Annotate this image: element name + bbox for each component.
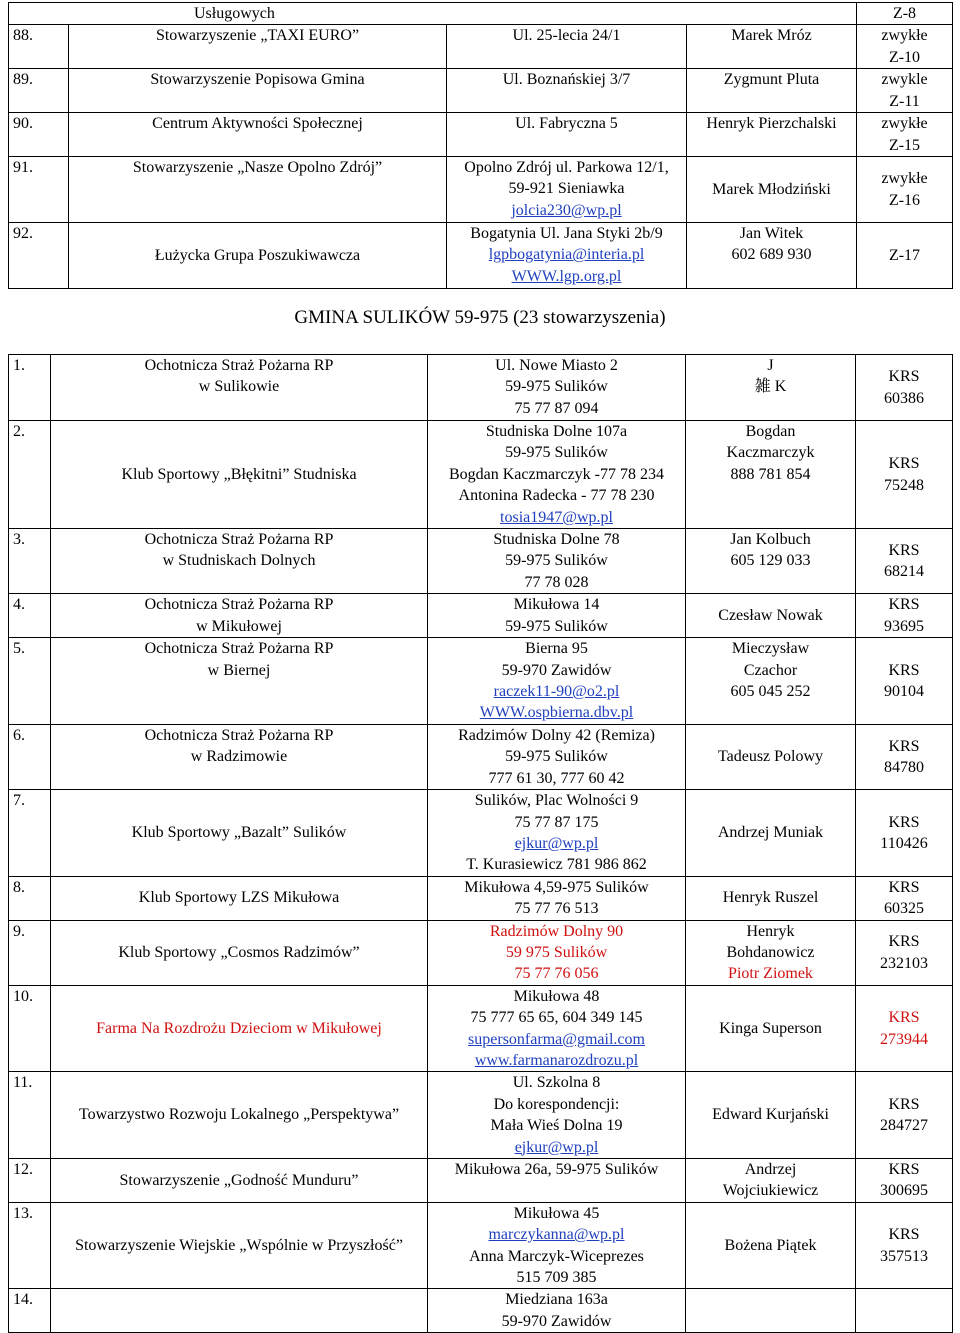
table-row — [9, 3, 953, 25]
status-type: zwykle — [881, 71, 928, 89]
person-line: Bogdan — [745, 423, 796, 440]
krs-number — [856, 920, 953, 985]
krs-number — [856, 638, 953, 725]
org-address — [428, 1072, 686, 1159]
org-address — [428, 920, 686, 985]
krs-line: KRS — [888, 1161, 920, 1178]
org-address — [447, 157, 687, 223]
krs-line: 93695 — [884, 617, 924, 635]
person-line: Mieczysław — [731, 640, 810, 658]
organizations-table — [8, 354, 953, 1333]
org-name — [51, 421, 428, 529]
address-line: Ul. Szkolna 8 — [512, 1074, 601, 1092]
table-row — [9, 1289, 953, 1333]
person-line: Czachor — [743, 661, 798, 679]
row-number: 8. — [9, 876, 51, 920]
org-address: Ul. Boznańskiej 3/7 — [447, 69, 687, 113]
email-link[interactable]: ejkur@wp.pl — [514, 1138, 599, 1156]
org-status — [857, 113, 953, 157]
row-number: 89. — [9, 69, 69, 113]
org-person — [686, 1159, 856, 1203]
krs-number — [856, 594, 953, 638]
person-line: Piotr Ziomek — [728, 965, 813, 983]
row-number: 3. — [9, 529, 51, 594]
org-name-line: Klub Sportowy „Bazalt” Sulików — [131, 824, 347, 842]
org-address — [428, 1159, 686, 1203]
org-address — [428, 1202, 686, 1289]
table-row — [9, 529, 953, 594]
person-line: Jan Kolbuch — [730, 531, 811, 549]
email-link[interactable]: lgpbogatynia@interia.pl — [488, 246, 645, 264]
org-address — [428, 594, 686, 638]
table-row — [9, 25, 953, 69]
row-number: 10. — [9, 985, 51, 1072]
krs-line: 273944 — [880, 1030, 928, 1048]
person-line: 605 045 252 — [730, 683, 811, 701]
email-link[interactable]: jolcia230@wp.pl — [511, 201, 622, 219]
org-person: Marek Młodziński — [687, 157, 857, 223]
address-line: Bierna 95 — [525, 640, 588, 658]
row-number: 2. — [9, 421, 51, 529]
person-line: Kaczmarczyk — [726, 444, 815, 462]
person-line: Edward Kurjański — [712, 1106, 829, 1124]
krs-line: KRS — [888, 1226, 920, 1244]
org-name-line: Towarzystwo Rozwoju Lokalnego „Perspektywa” — [78, 1106, 400, 1124]
website-link[interactable]: WWW.ospbierna.dbv.pl — [479, 704, 634, 722]
krs-number — [856, 1289, 953, 1333]
table-row — [9, 1202, 953, 1289]
row-number: 13. — [9, 1202, 51, 1289]
org-name-line: Klub Sportowy „Cosmos Radzimów” — [118, 943, 360, 961]
row-number: 90. — [9, 113, 69, 157]
org-person — [687, 223, 857, 289]
org-name-line: Ochotnicza Straż Pożarna RP — [144, 357, 334, 374]
person-line: Henryk Ruszel — [722, 889, 819, 907]
krs-line: KRS — [888, 878, 920, 896]
address-line: Mikułowa 45 — [513, 1204, 600, 1222]
email-link[interactable]: tosia1947@wp.pl — [500, 508, 613, 526]
krs-number — [856, 355, 953, 421]
org-status: Z-17 — [857, 223, 953, 289]
address-line: Studniska Dolne 107a — [485, 423, 628, 440]
krs-line: KRS — [888, 1095, 920, 1113]
table-row — [9, 69, 953, 113]
address-line: 77 78 028 — [524, 573, 589, 591]
row-number: 92. — [9, 223, 69, 289]
org-name — [51, 1202, 428, 1289]
org-name — [51, 638, 428, 725]
status-code: Z-15 — [888, 136, 921, 154]
address-line: Antonina Radecka - 77 78 230 — [458, 487, 655, 505]
org-name — [51, 355, 428, 421]
org-name: Łużycka Grupa Poszukiwawcza — [69, 223, 447, 289]
org-name-line: Ochotnicza Straż Pożarna RP — [144, 640, 334, 658]
row-number: 91. — [9, 157, 69, 223]
person-line: Henryk — [746, 922, 795, 940]
krs-number — [856, 985, 953, 1072]
krs-line: KRS — [888, 455, 920, 473]
table-row — [9, 790, 953, 877]
org-name — [51, 920, 428, 985]
krs-line: 284727 — [880, 1117, 928, 1135]
org-name-line: w Mikułowej — [196, 617, 282, 635]
section-heading: GMINA SULIKÓW 59-975 (23 stowarzyszenia) — [294, 307, 666, 328]
address-line: Mikułowa 14 — [513, 596, 600, 614]
org-address: Ul. Fabryczna 5 — [447, 113, 687, 157]
table-row — [9, 594, 953, 638]
org-name: Stowarzyszenie „TAXI EURO” — [69, 25, 447, 69]
org-person — [686, 724, 856, 789]
address-line: 59-970 Zawidów — [501, 1312, 612, 1330]
org-address — [428, 1289, 686, 1333]
person-line: Wojciukiewicz — [722, 1182, 819, 1200]
person-line: Andrzej Muniak — [717, 824, 824, 842]
person-line: 雑 K — [754, 378, 787, 396]
top-table — [8, 2, 953, 289]
org-address — [447, 223, 687, 289]
org-name-line: Ochotnicza Straż Pożarna RP — [144, 726, 334, 744]
table-row — [9, 985, 953, 1072]
table-row — [9, 223, 953, 289]
krs-number — [856, 529, 953, 594]
address-line: Sulików, Plac Wolności 9 — [474, 792, 639, 810]
table-row — [9, 157, 953, 223]
krs-line: KRS — [888, 737, 920, 755]
address-line: Do korespondencji: — [493, 1095, 620, 1113]
krs-line: 60386 — [884, 389, 924, 407]
person-line: Andrzej — [744, 1161, 797, 1178]
org-name-line: Ochotnicza Straż Pożarna RP — [144, 596, 334, 614]
table-row — [9, 724, 953, 789]
org-category: Usługowych — [9, 3, 857, 25]
address-line: Bogdan Kaczmarczyk -77 78 234 — [448, 465, 665, 483]
email-link[interactable]: supersonfarma@gmail.com — [468, 1030, 645, 1048]
krs-line: KRS — [888, 368, 920, 386]
table-row — [9, 113, 953, 157]
person-line: Tadeusz Polowy — [717, 748, 824, 766]
address-line: Mała Wieś Dolna 19 — [490, 1117, 623, 1135]
krs-line: KRS — [888, 661, 920, 679]
org-name-line: w Radzimowie — [190, 748, 288, 766]
website-link[interactable]: WWW.lgp.org.pl — [511, 267, 622, 285]
org-status: Z-8 — [857, 3, 953, 25]
krs-line: 110426 — [880, 834, 928, 852]
org-name — [51, 529, 428, 594]
org-person: Marek Mróz — [687, 25, 857, 69]
person-line: Bohdanowicz — [726, 943, 815, 961]
person-line: 888 781 854 — [730, 465, 811, 483]
krs-number — [856, 876, 953, 920]
org-status — [857, 25, 953, 69]
address-line: 75 777 65 65, 604 349 145 — [470, 1009, 643, 1027]
org-name — [51, 985, 428, 1072]
status-type: zwykłe — [881, 170, 928, 188]
org-address — [428, 529, 686, 594]
table-row — [9, 876, 953, 920]
krs-line: 232103 — [880, 954, 928, 972]
person-line: Kinga Superson — [719, 1019, 822, 1037]
org-name-line: Stowarzyszenie Wiejskie „Wspólnie w Przyszłość” — [75, 1236, 403, 1254]
org-name-line: w Sulikowie — [198, 378, 280, 396]
row-number: 4. — [9, 594, 51, 638]
address-line: Anna Marczyk-Wiceprezes — [469, 1247, 644, 1265]
org-name — [51, 1289, 428, 1333]
krs-line: KRS — [888, 541, 920, 559]
krs-line: KRS — [888, 933, 920, 951]
org-name-line: w Studniskach Dolnych — [162, 552, 316, 570]
address-line: 59-975 Sulików — [505, 748, 608, 766]
address-line: 75 77 87 094 — [514, 399, 599, 417]
table-row — [9, 1072, 953, 1159]
org-person — [686, 1202, 856, 1289]
email-link[interactable]: marczykanna@wp.pl — [488, 1226, 625, 1244]
org-person — [686, 355, 856, 421]
org-name-line: Stowarzyszenie „Godność Munduru” — [119, 1171, 359, 1189]
person-phone: 602 689 930 — [731, 246, 812, 264]
org-name: Stowarzyszenie „Nasze Opolno Zdrój” — [69, 157, 447, 223]
email-link[interactable]: raczek11-90@o2.pl — [493, 683, 620, 701]
krs-line: 300695 — [880, 1182, 928, 1200]
address-line: 59-921 Sieniawka — [508, 180, 625, 198]
address-line: 59-970 Zawidów — [501, 661, 612, 679]
org-person: Zygmunt Pluta — [687, 69, 857, 113]
krs-number — [856, 790, 953, 877]
krs-line: 357513 — [880, 1247, 928, 1265]
krs-line: KRS — [888, 1009, 920, 1027]
org-person — [686, 920, 856, 985]
org-name — [51, 1072, 428, 1159]
address-line: 75 77 76 056 — [514, 965, 599, 983]
status-code: Z-11 — [889, 92, 920, 110]
org-name-line: Klub Sportowy „Błękitni” Studniska — [121, 465, 357, 483]
org-name — [51, 790, 428, 877]
row-number: 11. — [9, 1072, 51, 1159]
email-link[interactable]: ejkur@wp.pl — [514, 834, 599, 852]
table-row — [9, 638, 953, 725]
row-number: 12. — [9, 1159, 51, 1203]
person-line: 605 129 033 — [730, 552, 811, 570]
address-line: 59-975 Sulików — [505, 378, 608, 396]
address-line: 777 61 30, 777 60 42 — [488, 769, 625, 787]
address-line: Mikułowa 48 — [513, 987, 600, 1005]
org-person — [686, 876, 856, 920]
website-link[interactable]: www.farmanarozdrozu.pl — [474, 1051, 639, 1069]
org-person — [686, 790, 856, 877]
krs-number — [856, 421, 953, 529]
status-type: zwykłe — [881, 27, 928, 45]
address-line: 75 77 87 175 — [514, 813, 599, 831]
row-number: 5. — [9, 638, 51, 725]
krs-line: 84780 — [884, 758, 924, 776]
krs-line: 75248 — [884, 476, 924, 494]
org-person — [686, 529, 856, 594]
org-name — [51, 594, 428, 638]
row-number: 9. — [9, 920, 51, 985]
address-line: 75 77 76 513 — [514, 900, 599, 918]
org-name-line: Klub Sportowy LZS Mikułowa — [138, 889, 340, 907]
row-number: 6. — [9, 724, 51, 789]
org-person — [686, 1289, 856, 1333]
row-number: 7. — [9, 790, 51, 877]
address-line: Ul. Nowe Miasto 2 — [495, 357, 618, 374]
krs-line: KRS — [888, 596, 920, 614]
table-row — [9, 920, 953, 985]
address-line: 59-975 Sulików — [505, 552, 608, 570]
org-person — [686, 421, 856, 529]
address-line: Radzimów Dolny 42 (Remiza) — [458, 726, 655, 744]
org-address — [428, 724, 686, 789]
krs-number — [856, 1202, 953, 1289]
org-address — [428, 985, 686, 1072]
org-person — [686, 985, 856, 1072]
address-line: 515 709 385 — [516, 1269, 597, 1287]
org-name-line: Farma Na Rozdrożu Dzieciom w Mikułowej — [96, 1019, 382, 1037]
krs-number — [856, 1159, 953, 1203]
org-name — [51, 876, 428, 920]
org-address — [428, 638, 686, 725]
krs-number — [856, 724, 953, 789]
address-line: 59 975 Sulików — [505, 943, 608, 961]
org-name: Centrum Aktywności Społecznej — [69, 113, 447, 157]
table-row — [9, 421, 953, 529]
address-line: 59-975 Sulików — [505, 444, 608, 462]
status-code: Z-16 — [888, 191, 921, 209]
krs-line: 60325 — [884, 900, 924, 918]
row-number: 14. — [9, 1289, 51, 1333]
org-address — [428, 790, 686, 877]
address-line: T. Kurasiewicz 781 986 862 — [466, 856, 647, 874]
krs-number — [856, 1072, 953, 1159]
row-number: 1. — [9, 355, 51, 421]
address-line: Opolno Zdrój ul. Parkowa 12/1, — [464, 159, 669, 177]
org-address: Ul. 25-lecia 24/1 — [447, 25, 687, 69]
status-type: zwykłe — [881, 115, 928, 133]
person-name: Jan Witek — [739, 225, 804, 243]
status-code: Z-10 — [888, 48, 921, 66]
person-line: Czesław Nowak — [718, 607, 823, 625]
org-name: Stowarzyszenie Popisowa Gmina — [69, 69, 447, 113]
address-line: Mikułowa 26a, 59-975 Sulików — [454, 1161, 659, 1178]
krs-line: 90104 — [884, 683, 924, 701]
org-address — [428, 421, 686, 529]
org-status — [857, 69, 953, 113]
table-row — [9, 1159, 953, 1203]
address-line: Studniska Dolne 78 — [493, 531, 620, 549]
address-line: Radzimów Dolny 90 — [489, 922, 624, 940]
org-person — [686, 1072, 856, 1159]
row-number: 88. — [9, 25, 69, 69]
org-name-line: Ochotnicza Straż Pożarna RP — [144, 531, 334, 549]
org-name — [51, 724, 428, 789]
org-name-line: w Biernej — [207, 661, 271, 679]
address-line: Bogatynia Ul. Jana Styki 2b/9 — [470, 225, 663, 243]
krs-line: KRS — [888, 813, 920, 831]
person-line: Bożena Piątek — [724, 1236, 817, 1254]
table-row — [9, 355, 953, 421]
org-address — [428, 355, 686, 421]
person-line: J — [767, 357, 774, 374]
org-status — [857, 157, 953, 223]
address-line: Mikułowa 4,59-975 Sulików — [464, 878, 649, 896]
address-line: Miedziana 163a — [505, 1291, 608, 1309]
address-line: 59-975 Sulików — [505, 617, 608, 635]
org-person — [686, 594, 856, 638]
krs-line: 68214 — [884, 563, 924, 581]
org-person: Henryk Pierzchalski — [687, 113, 857, 157]
org-name — [51, 1159, 428, 1203]
org-address — [428, 876, 686, 920]
org-person — [686, 638, 856, 725]
